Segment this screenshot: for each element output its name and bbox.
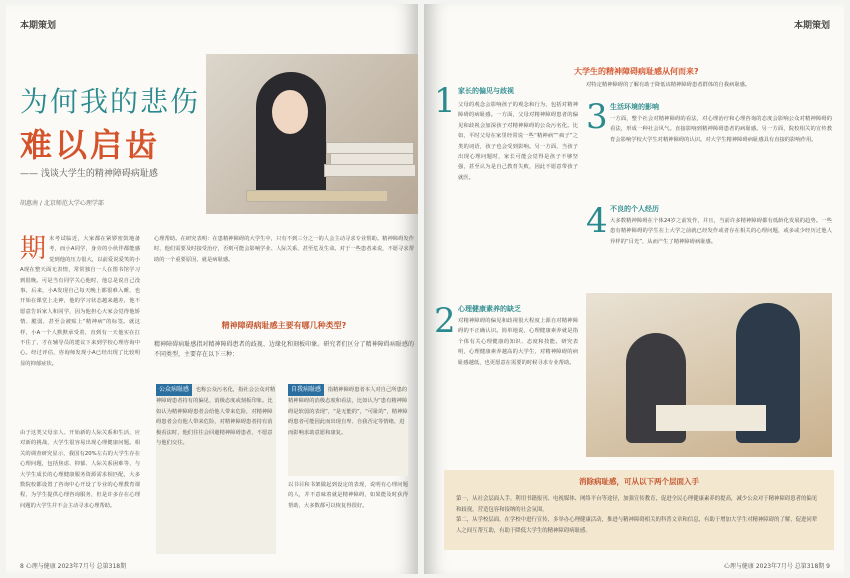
section-number-1: 1 bbox=[434, 81, 456, 121]
article-subtitle: —— 浅谈大学生的精神障碍病耻感 bbox=[20, 169, 158, 179]
intro-column bbox=[20, 234, 140, 424]
types-intro: 精神障碍病耻感指对精神障碍患者的歧视、边缘化和刻板印象。研究者们区分了精神障碍病耻感的不同类型，主要存在以下三种： bbox=[154, 341, 414, 359]
author-byline: 胡惠南 / 北京师范大学心理学部 bbox=[20, 200, 104, 207]
intro-text: 末考试临近，大家都在紧锣密鼓地备考，而小A同学，身旁的小伙伴都能感觉到他的压力很大，以前爱说爱笑的小A现在整天面无表情，常常独自一人在图书馆学习到很晚。可是当有同学关心他时，他总是说自己没事。后来，小A发现自己每天晚上都很难入睡，也开始在课堂上走神，他的学习状态越来越差，他不愿意告诉家人和同学，因为他担心大家会觉得他矫情、脆弱，甚至会被贴上“精神病”的标签。就这样，小A一个人默默承受着，直到有一天他实在扛不住了，才在辅导员的建议下来到学校心理咨询中心。经过评估，咨询师发现小A已经出现了比较明显的抑郁症状。 bbox=[20, 236, 140, 367]
origins-heading: 大学生的精神障碍病耻感从何而来? bbox=[574, 67, 699, 76]
desk-edge bbox=[246, 190, 388, 202]
self-stigma-tag: 自我病耻感 bbox=[288, 384, 324, 396]
section-label: 本期策划 bbox=[793, 21, 830, 31]
solution-point-1: 第一，从社会层面入手。利用书籍报刊、电视媒体、网络平台等途径，加强宣传教育，促进全民心理健康素养的提高，减少公众对于精神障碍患者的偏见和歧视，营造包容和接纳的社会氛围。 bbox=[456, 496, 818, 513]
section-text-4: 大多数精神障碍在个体24岁之前发作，并且，当前许多精神障碍都有低龄化发展的趋势。一些患有精神障碍的学生在上大学之前就已经发作或者存在相关的心理问题，或多或少经历过他人异样的“目光”，从而产生了精神障碍病耻感。 bbox=[610, 218, 832, 245]
types-heading: 精神障碍病耻感主要有哪几种类型? bbox=[221, 321, 347, 330]
book-stack-item bbox=[324, 164, 416, 177]
solutions-title: 消除病耻感，可从以下两个层面入手 bbox=[579, 477, 699, 486]
stigma-note: 以书目和书架做起到设定的表现，说明有心理问题的人，并不意味着就是精神障碍，如果能及时获得帮助，大多数都可以恢复得很好。 bbox=[288, 482, 408, 509]
section-title-2: 心理健康素养的缺乏 bbox=[458, 305, 521, 313]
article-title-line1: 为何我的悲伤 bbox=[20, 85, 201, 118]
page-footer-right: 心理与健康 2023年7月号 总第318期 9 bbox=[723, 563, 830, 570]
section-title-1: 家长的偏见与歧视 bbox=[458, 87, 514, 95]
section-text-1: 父母的观念会影响孩子的观念和行为，包括对精神障碍的病耻感。一方面，父母对精神障碍患者的偏见和歧视会加深孩子对精神障碍的公众污名化。比如，平时父母在家里经常说一些“精神病”“疯子”之类的词语，孩子也会受到影响。另一方面，当孩子出现心理问题时，家长可能会觉得是孩子不够坚强，甚至认为是自己教育失败，因此不愿意带孩子就医。 bbox=[458, 102, 578, 181]
open-book bbox=[656, 405, 766, 431]
section-text-2: 对精神障碍的偏见和歧视很大程度上源自对精神障碍的不正确认识。简单地说，心理健康素养就是指个体有关心理健康的知识、态度和技能。研究表明，心理健康素养越高的大学生，对精神障碍的病耻感越低，也更愿意在需要的时候寻求专业帮助。 bbox=[458, 318, 578, 366]
left-page bbox=[6, 4, 418, 574]
public-stigma-box bbox=[156, 384, 276, 554]
section-title-3: 生活环境的影响 bbox=[610, 103, 659, 111]
page-footer-left: 8 心理与健康 2023年7月号 总第318期 bbox=[20, 563, 127, 570]
solution-point-2: 第二，从学校层面。在学校中进行宣传，多举办心理健康活动，推进与精神障碍相关的科普文章和信息，有助于增加大学生对精神障碍的了解，促进同辈人之间互帮互助，有助于降低大学生的精神障碍病耻感。 bbox=[456, 517, 818, 534]
right-page bbox=[424, 4, 844, 574]
column-three: 心理帮助。在研究表明：在患精神障碍的大学生中，只有不到三分之一的人会主动寻求专业帮助。精神障碍发作时，他们需要及时接受治疗，否则可能会影响学业、人际关系，甚至危及生命。对于一些患者来说，不愿寻求帮助的一个重要原因，就是病耻感。 bbox=[154, 236, 414, 263]
section-number-4: 4 bbox=[586, 201, 608, 241]
section-title-4: 不良的个人经历 bbox=[610, 205, 659, 213]
student-photo bbox=[206, 54, 418, 214]
self-stigma-text: 指精神障碍患者本人对自己所患的精神障碍的消极态度和看法，比如认为“患有精神障碍是软弱的表现”，“是无能的”，“可耻的”，精神障碍患者可能因此而出现自卑、自我否定等情绪，进而影响求助意愿和康复。 bbox=[288, 387, 408, 436]
column-two: 由于这类父母亲人、开始新的人际关系和生活，应对新的挑战，大学生很容易出现心理健康问题。相关的调查研究显示，我国有20%左右的大学生存在心理问题，包括焦虑、抑郁、人际关系困难等，与大学生成长的心理健康服务资源需求相匹配，大多数院校都设置了咨询中心开设了专业的心理教育课程，为学生提供心理咨询服务，但是许多存在心理问题的大学生并不会主动寻求心理帮助。 bbox=[20, 430, 140, 509]
section-number-3: 3 bbox=[586, 97, 608, 137]
dropcap: 期 bbox=[20, 234, 47, 264]
solutions-text bbox=[456, 494, 822, 536]
section-label: 本期策划 bbox=[20, 21, 57, 31]
self-stigma-box bbox=[288, 384, 408, 476]
students-reading-photo bbox=[586, 293, 832, 457]
public-stigma-tag: 公众病耻感 bbox=[156, 384, 192, 396]
section-text-3: 一方面，整个社会对精神障碍的看法，对心理治疗和心理咨询的态度会影响公众对精神障碍的看法，形成一种社会风气。直接影响到精神障碍患者的病耻感。另一方面，院校相关的宣传教育会影响学校大学生对精神障碍的认识。对大学生精神障碍病耻感具有直接的影响作用。 bbox=[610, 116, 832, 143]
public-stigma-text: 也称公众污名化，指社会公众对精神障碍患者持有的偏见、消极态度或刻板印象。比如认为精神障碍患者会给他人带来危险，对精神障碍患者会有他人带来危险，对精神障碍患者持有消极看法时，他们往往会回避精神障碍患者，不愿意与他们交往。 bbox=[156, 387, 276, 447]
solutions-banner bbox=[444, 470, 834, 550]
article-title-line2: 难以启齿 bbox=[20, 126, 161, 164]
origins-intro: 对特定精神障碍的了解有助于降低该精神障碍患者群体的自我病耻感。 bbox=[586, 82, 751, 88]
section-number-2: 2 bbox=[434, 301, 456, 341]
student-face bbox=[272, 90, 308, 134]
